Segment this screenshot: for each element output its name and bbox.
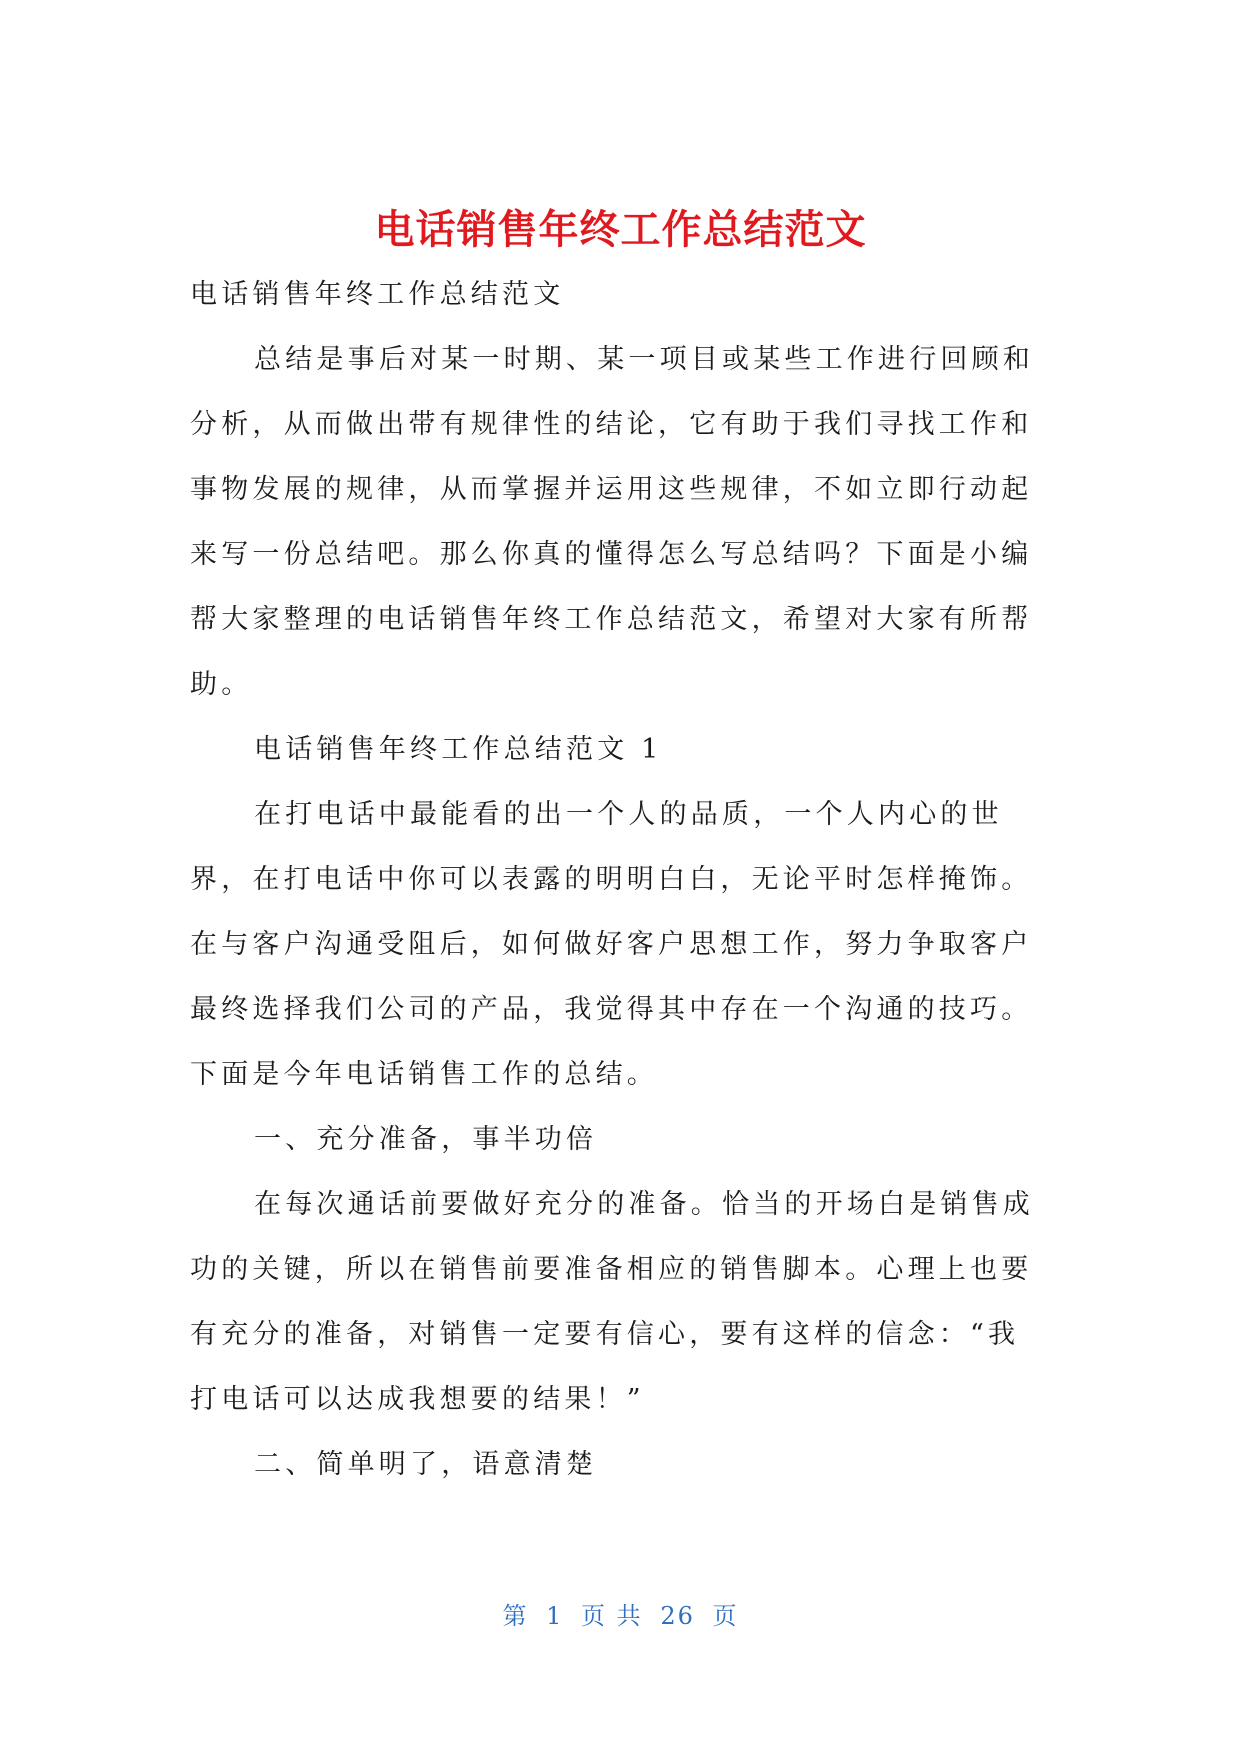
text-line: 分析，从而做出带有规律性的结论，它有助于我们寻找工作和 bbox=[190, 409, 1033, 440]
text-line: 界，在打电话中你可以表露的明明白白，无论平时怎样掩饰。 bbox=[190, 864, 1033, 895]
page-footer bbox=[0, 1596, 1241, 1631]
text-line: 帮大家整理的电话销售年终工作总结范文，希望对大家有所帮 bbox=[190, 604, 1033, 635]
text-line: 有充分的准备，对销售一定要有信心，要有这样的信念：“我 bbox=[190, 1319, 1020, 1350]
text-line: 事物发展的规律，从而掌握并运用这些规律，不如立即行动起 bbox=[190, 474, 1033, 505]
text-line: 功的关键，所以在销售前要准备相应的销售脚本。心理上也要 bbox=[190, 1254, 1033, 1285]
total-page-count: 26 bbox=[660, 1602, 695, 1630]
text-line: 最终选择我们公司的产品，我觉得其中存在一个沟通的技巧。 bbox=[190, 994, 1033, 1025]
text-line: 二、简单明了，语意清楚 bbox=[254, 1449, 598, 1480]
text-line: 助。 bbox=[190, 669, 253, 700]
text-line: 打电话可以达成我想要的结果！” bbox=[190, 1384, 645, 1415]
text-line: 在与客户沟通受阻后，如何做好客户思想工作，努力争取客户 bbox=[190, 929, 1033, 960]
text-line: 在每次通话前要做好充分的准备。恰当的开场白是销售成 bbox=[254, 1189, 1034, 1220]
text-line: 一、充分准备，事半功倍 bbox=[254, 1124, 598, 1155]
text-line: 下面是今年电话销售工作的总结。 bbox=[190, 1059, 658, 1090]
text-line: 电话销售年终工作总结范文 1 bbox=[254, 734, 663, 765]
current-page-number: 1 bbox=[546, 1602, 564, 1630]
text-line: 来写一份总结吧。那么你真的懂得怎么写总结吗？下面是小编 bbox=[190, 539, 1033, 570]
page-number-middle: 页 共 bbox=[581, 1602, 643, 1630]
text-line: 在打电话中最能看的出一个人的品质，一个人内心的世 bbox=[254, 799, 1003, 830]
page-number-prefix: 第 bbox=[502, 1602, 529, 1630]
page-number-suffix: 页 bbox=[712, 1602, 739, 1630]
document-title: 电话销售年终工作总结范文 bbox=[374, 207, 867, 253]
document-body bbox=[190, 262, 1032, 1497]
text-line: 总结是事后对某一时期、某一项目或某些工作进行回顾和 bbox=[254, 344, 1034, 375]
text-line: 电话销售年终工作总结范文 bbox=[190, 279, 565, 310]
